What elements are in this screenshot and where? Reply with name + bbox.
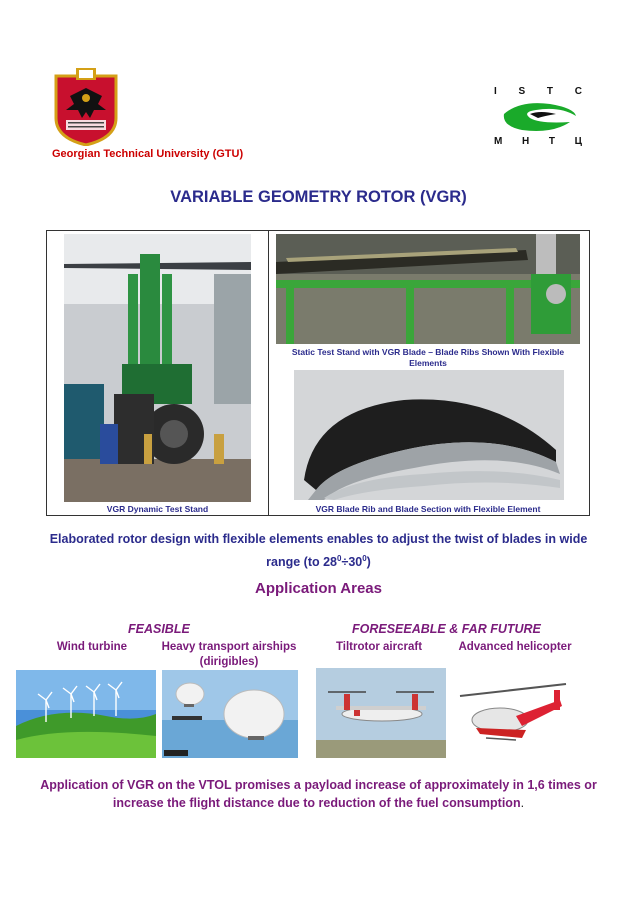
istc-letter: Т (548, 136, 555, 147)
static-stand-caption: Static Test Stand with VGR Blade – Blade Ribs Shown With Flexible Elements (291, 347, 565, 368)
lead-text (40, 530, 597, 572)
istc-letter: М (494, 136, 503, 147)
degree-mark: 0 (337, 554, 342, 563)
airship-image (162, 670, 298, 758)
application-areas-heading: Application Areas (255, 580, 382, 597)
istc-swoosh-icon (500, 100, 578, 134)
helicopter-label: Advanced helicopter (458, 641, 572, 653)
istc-letter: Ц (574, 136, 582, 147)
istc-top-letters (494, 86, 582, 97)
istc-logo (494, 86, 582, 148)
blade-rib-caption: VGR Blade Rib and Blade Section with Flexible Element (315, 504, 541, 514)
istc-letter: S (518, 86, 526, 97)
conclusion-period: . (520, 796, 525, 810)
istc-bottom-letters (494, 136, 582, 147)
dynamic-stand-caption: VGR Dynamic Test Stand (106, 504, 209, 514)
table-divider (268, 230, 269, 516)
conclusion-text (40, 776, 597, 812)
airships-label: Heavy transport airships (dirigibles) (161, 641, 297, 668)
conclusion-body: Application of VGR on the VTOL promises a payload increase of approximately in 1,6 times or increase the flight distance due to reduction of the fuel consumption (40, 778, 597, 810)
istc-letter: Н (522, 136, 530, 147)
university-name: Georgian Technical University (GTU) (52, 148, 244, 160)
future-label: FORESEEABLE & FAR FUTURE (352, 622, 541, 636)
dynamic-test-stand-photo (64, 234, 251, 502)
static-test-stand-photo (276, 234, 580, 344)
lead-main: Elaborated rotor design with flexible elements enables to adjust the twist of blades in wide range (to 28 (49, 532, 588, 570)
tiltrotor-label: Tiltrotor aircraft (335, 641, 423, 653)
tiltrotor-image (316, 668, 446, 758)
istc-letter: I (494, 86, 497, 97)
wind-turbine-image (16, 670, 156, 758)
gtu-logo (52, 68, 120, 146)
degree-mark: 0 (362, 554, 367, 563)
wind-turbine-label: Wind turbine (56, 641, 128, 653)
feasible-label: FEASIBLE (128, 622, 190, 636)
blade-rib-photo (294, 370, 564, 500)
lead-range-sep: ÷30 (341, 555, 363, 570)
istc-letter: C (574, 86, 582, 97)
lead-close: ) (366, 555, 371, 570)
page-title: VARIABLE GEOMETRY ROTOR (VGR) (170, 188, 467, 206)
istc-letter: T (546, 86, 554, 97)
helicopter-image (456, 676, 574, 758)
